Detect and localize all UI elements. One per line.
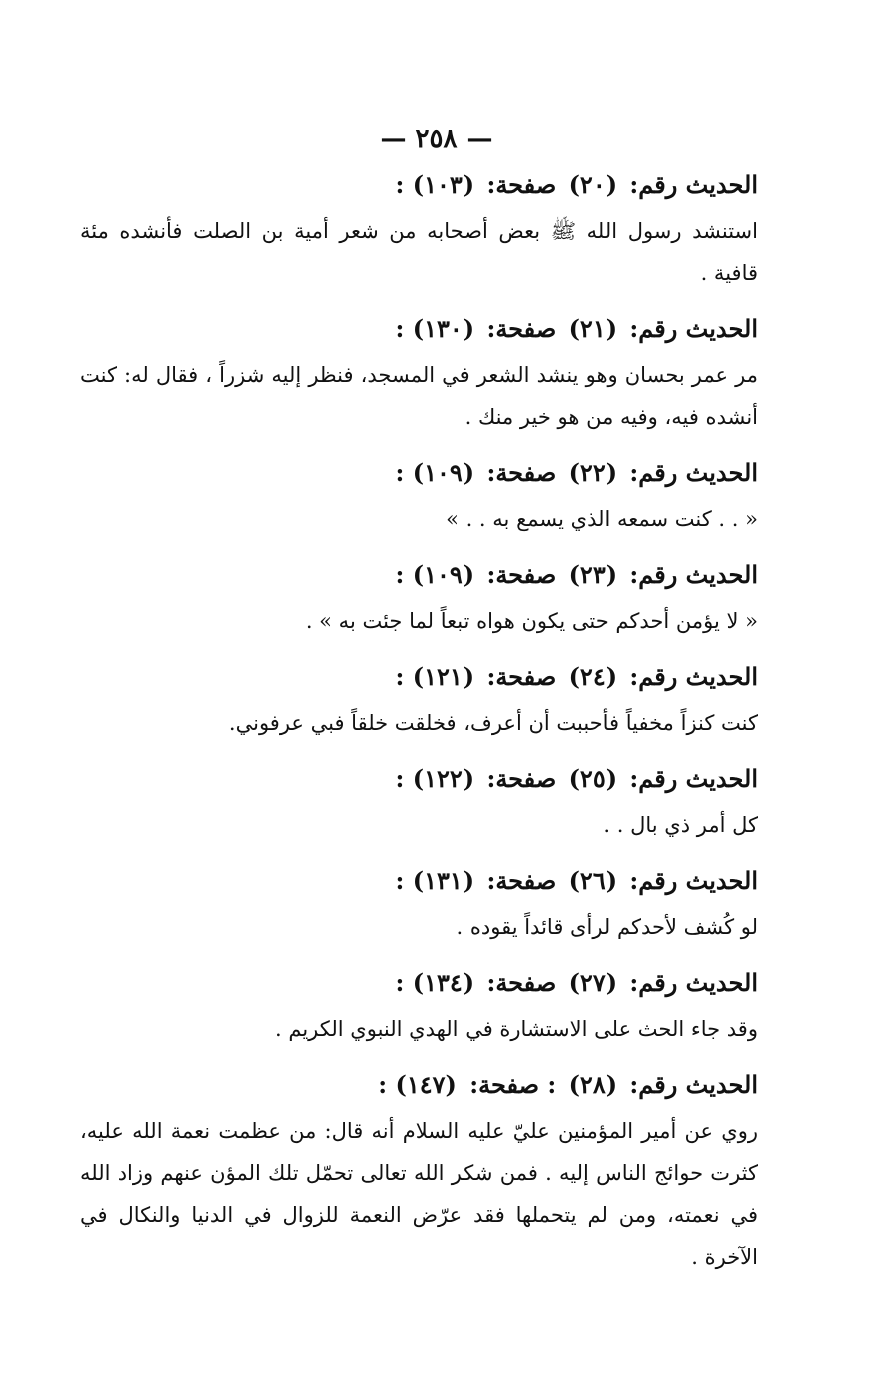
page-ref: (١٢١) : — [395, 662, 475, 691]
heading-label: الحديث رقم: — [629, 1070, 758, 1099]
hadith-entry — [80, 864, 758, 948]
hadith-text: كل أمر ذي بال . . — [603, 813, 758, 837]
hadith-heading — [80, 456, 758, 490]
hadith-heading — [80, 1068, 758, 1102]
page-ref: (١٣٠) : — [395, 314, 475, 343]
page-ref: (١٢٢) : — [395, 764, 475, 793]
heading-label: الحديث رقم: — [629, 170, 758, 199]
heading-label: الحديث رقم: — [629, 866, 758, 895]
page-label: صفحة: — [486, 314, 557, 343]
hadith-text: « لا يؤمن أحدكم حتى يكون هواه تبعاً لما جئت به » . — [305, 609, 758, 633]
page-label: صفحة: — [486, 968, 557, 997]
hadith-heading — [80, 660, 758, 694]
page-label: : صفحة: — [469, 1070, 557, 1099]
hadith-heading — [80, 312, 758, 346]
heading-label: الحديث رقم: — [629, 560, 758, 589]
page-label: صفحة: — [486, 170, 557, 199]
hadith-number: (٢٥) — [568, 764, 618, 793]
hadith-text: روي عن أمير المؤمنين عليّ عليه السلام أنه قال: من عظمت نعمة الله عليه، كثرت حوائج الناس إليه . فمن شكر الله تعالى تحمّل تلك المؤن عنهم وزاد الله في نعمته، ومن لم يتحملها فقد عرّض النعمة للزوال في الدنيا والنكال في الآخرة . — [80, 1119, 758, 1269]
hadith-number: (٢٦) — [568, 866, 618, 895]
page-ref: (١٠٩) : — [395, 458, 475, 487]
hadith-entry — [80, 558, 758, 642]
page-ref: (١٤٧) : — [378, 1070, 457, 1099]
hadith-number: (٢٧) — [568, 968, 618, 997]
hadith-text: « . . كنت سمعه الذي يسمع به . . » — [446, 507, 758, 531]
hadith-heading — [80, 966, 758, 1000]
hadith-entry — [80, 312, 758, 438]
page-ref: (١٠٩) : — [395, 560, 475, 589]
hadith-text: مر عمر بحسان وهو ينشد الشعر في المسجد، فنظر إليه شزراً ، فقال له: كنت أنشده فيه، وفيه من هو خير منك . — [80, 363, 758, 429]
page-label: صفحة: — [486, 764, 557, 793]
hadith-heading — [80, 558, 758, 592]
hadith-number: (٢٠) — [568, 170, 618, 199]
heading-label: الحديث رقم: — [629, 968, 758, 997]
hadith-heading — [80, 168, 758, 202]
hadith-entry — [80, 966, 758, 1050]
hadith-number: (٢٣) — [568, 560, 618, 589]
hadith-entry — [80, 660, 758, 744]
hadith-entry — [80, 456, 758, 540]
page-label: صفحة: — [486, 458, 557, 487]
hadith-heading — [80, 864, 758, 898]
heading-label: الحديث رقم: — [629, 314, 758, 343]
page-ref: (١٣١) : — [395, 866, 475, 895]
heading-label: الحديث رقم: — [629, 662, 758, 691]
page-label: صفحة: — [486, 866, 557, 895]
page-ref: (١٠٣) : — [395, 170, 475, 199]
heading-label: الحديث رقم: — [629, 764, 758, 793]
hadith-entry — [80, 762, 758, 846]
hadith-text: وقد جاء الحث على الاستشارة في الهدي النبوي الكريم . — [275, 1017, 758, 1041]
hadith-text: استنشد رسول الله ﷺ بعض أصحابه من شعر أمية بن الصلت فأنشده مئة قافية . — [80, 219, 758, 285]
page-number: — ٢٥٨ — — [380, 124, 493, 154]
hadith-entry — [80, 1068, 758, 1278]
hadith-number: (٢٨) — [568, 1070, 618, 1099]
hadith-number: (٢٤) — [568, 662, 618, 691]
heading-label: الحديث رقم: — [629, 458, 758, 487]
hadith-heading — [80, 762, 758, 796]
hadith-text: لو كُشف لأحدكم لرأى قائداً يقوده . — [456, 915, 758, 939]
hadith-number: (٢١) — [568, 314, 618, 343]
hadith-list — [80, 168, 758, 1296]
page-ref: (١٣٤) : — [395, 968, 475, 997]
hadith-text: كنت كنزاً مخفياً فأحببت أن أعرف، فخلقت خلقاً فبي عرفوني. — [228, 711, 758, 735]
hadith-number: (٢٢) — [568, 458, 618, 487]
hadith-entry — [80, 168, 758, 294]
page-label: صفحة: — [486, 560, 557, 589]
page-label: صفحة: — [486, 662, 557, 691]
